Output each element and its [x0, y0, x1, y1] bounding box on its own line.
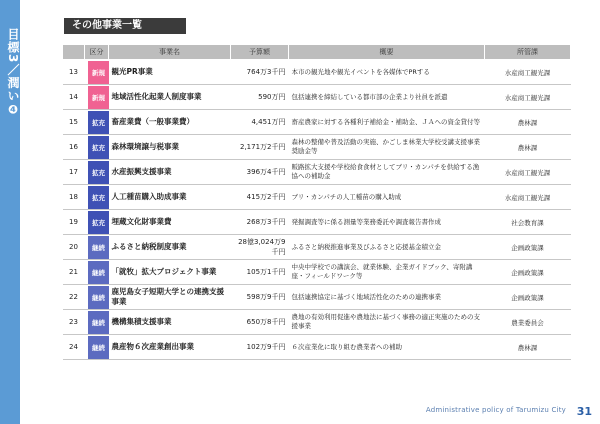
budget-amount: 650万8千円	[231, 310, 289, 335]
project-name: 森林環境譲与税事業	[109, 135, 231, 160]
department: 水産商工観光課	[485, 85, 571, 110]
category-badge: 継続	[88, 311, 109, 334]
row-number: 24	[63, 335, 85, 360]
department: 水産商工観光課	[485, 160, 571, 185]
table-row	[63, 210, 571, 235]
category-cell	[85, 185, 109, 210]
project-summary: 発掘調査等に係る測量等業務委託や調査報告書作成	[289, 210, 485, 235]
page-number: 31	[576, 405, 592, 418]
project-summary: ６次産業化に取り組む農業者への補助	[289, 335, 485, 360]
department: 水産商工観光課	[485, 185, 571, 210]
category-badge: 拡充	[88, 111, 109, 134]
table-row	[63, 310, 571, 335]
table-row	[63, 235, 571, 260]
category-badge: 継続	[88, 236, 109, 259]
department: 農林課	[485, 135, 571, 160]
project-name: ふるさと納税制度事業	[109, 235, 231, 260]
header-summary: 概要	[289, 45, 485, 60]
project-summary: ブリ・カンパチの人工種苗の購入助成	[289, 185, 485, 210]
row-number: 21	[63, 260, 85, 285]
category-badge: 継続	[88, 286, 109, 309]
table-header-row	[63, 45, 571, 60]
row-number: 22	[63, 285, 85, 310]
header-number	[63, 45, 85, 60]
row-number: 23	[63, 310, 85, 335]
department: 企画政策課	[485, 285, 571, 310]
table-body	[63, 60, 571, 360]
project-summary: 包括連携協定に基づく地域活性化のための連携事業	[289, 285, 485, 310]
category-badge: 新規	[88, 61, 109, 84]
row-number: 19	[63, 210, 85, 235]
category-badge: 拡充	[88, 136, 109, 159]
category-badge: 継続	[88, 336, 109, 359]
row-number: 13	[63, 60, 85, 85]
department: 農林課	[485, 110, 571, 135]
department: 水産商工観光課	[485, 60, 571, 85]
category-cell	[85, 335, 109, 360]
department: 企画政策課	[485, 260, 571, 285]
category-cell	[85, 260, 109, 285]
row-number: 14	[63, 85, 85, 110]
budget-amount: 102万9千円	[231, 335, 289, 360]
project-summary: 農地の有効利用促進や農地法に基づく事務の適正実施のための支援事業	[289, 310, 485, 335]
budget-amount: 4,451万円	[231, 110, 289, 135]
department: 企画政策課	[485, 235, 571, 260]
category-cell	[85, 235, 109, 260]
section-title: その他事業一覧	[64, 18, 186, 34]
project-name: 機構集積支援事業	[109, 310, 231, 335]
category-cell	[85, 285, 109, 310]
budget-amount: 28億3,024万9千円	[231, 235, 289, 260]
project-name: 埋蔵文化財事業費	[109, 210, 231, 235]
project-summary: 中央中学校での講演会、就業体験、企業ガイドブック、寄附講座・フィールドワーク等	[289, 260, 485, 285]
table-row	[63, 335, 571, 360]
budget-amount: 590万円	[231, 85, 289, 110]
row-number: 18	[63, 185, 85, 210]
table-row	[63, 85, 571, 110]
footer-text: Administrative policy of Tarumizu City	[425, 406, 566, 414]
project-name: 観光PR事業	[109, 60, 231, 85]
header-department: 所管課	[485, 45, 571, 60]
table-row	[63, 285, 571, 310]
category-cell	[85, 60, 109, 85]
project-summary: 本市の観光地や観光イベントを各媒体でPRする	[289, 60, 485, 85]
category-cell	[85, 160, 109, 185]
project-name: 「就牧」拡大プロジェクト事業	[109, 260, 231, 285]
header-category: 区分	[85, 45, 109, 60]
project-table	[62, 44, 571, 360]
category-badge: 継続	[88, 261, 109, 284]
category-badge: 新規	[88, 86, 109, 109]
category-cell	[85, 110, 109, 135]
budget-amount: 268万3千円	[231, 210, 289, 235]
budget-amount: 105万1千円	[231, 260, 289, 285]
category-badge: 拡充	[88, 161, 109, 184]
header-budget: 予算額	[231, 45, 289, 60]
budget-amount: 764万3千円	[231, 60, 289, 85]
project-summary: ふるさと納税推進事業及びふるさと応援基金積立金	[289, 235, 485, 260]
budget-amount: 598万9千円	[231, 285, 289, 310]
table-row	[63, 135, 571, 160]
project-summary: 販路拡大支援や学校給食食材としてブリ・カンパチを供給する漁協への補助金	[289, 160, 485, 185]
budget-amount: 396万4千円	[231, 160, 289, 185]
project-summary: 包括連携を締結している都市部の企業より社員を派遣	[289, 85, 485, 110]
table-row	[63, 160, 571, 185]
department: 農業委員会	[485, 310, 571, 335]
project-name: 地域活性化起業人制度事業	[109, 85, 231, 110]
category-cell	[85, 310, 109, 335]
project-name: 水産振興支援事業	[109, 160, 231, 185]
table-row	[63, 185, 571, 210]
row-number: 15	[63, 110, 85, 135]
budget-amount: 415万2千円	[231, 185, 289, 210]
project-name: 鹿児島女子短期大学との連携支援事業	[109, 285, 231, 310]
sidebar-band	[0, 0, 20, 424]
project-summary: 森林の整備や普及活動の実施、かごしま林業大学校受講支援事業奨励金等	[289, 135, 485, 160]
row-number: 17	[63, 160, 85, 185]
sidebar-goal-title: 目標3／潤い❹	[6, 28, 20, 118]
table-row	[63, 260, 571, 285]
row-number: 20	[63, 235, 85, 260]
category-cell	[85, 85, 109, 110]
project-name: 農産物６次産業創出事業	[109, 335, 231, 360]
category-badge: 拡充	[88, 186, 109, 209]
category-badge: 拡充	[88, 211, 109, 234]
department: 社会教育課	[485, 210, 571, 235]
table-row	[63, 60, 571, 85]
header-project-name: 事業名	[109, 45, 231, 60]
category-cell	[85, 135, 109, 160]
project-name: 畜産業費（一般事業費）	[109, 110, 231, 135]
table-row	[63, 110, 571, 135]
row-number: 16	[63, 135, 85, 160]
project-summary: 畜産農家に対する各種利子補給金・補助金、ＪＡへの資金貸付等	[289, 110, 485, 135]
category-cell	[85, 210, 109, 235]
budget-amount: 2,171万2千円	[231, 135, 289, 160]
project-name: 人工種苗購入助成事業	[109, 185, 231, 210]
department: 農林課	[485, 335, 571, 360]
